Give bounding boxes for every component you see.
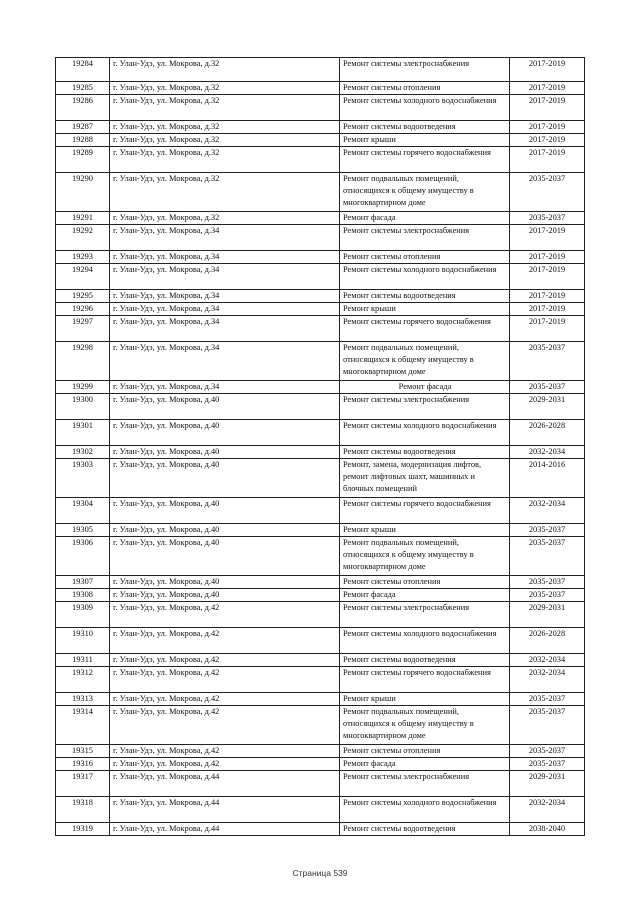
address-cell: г. Улан-Удэ, ул. Мокрова, д.42: [110, 706, 340, 745]
table-row: [56, 290, 585, 303]
work-type-cell: Ремонт фасада: [340, 758, 510, 771]
work-type-cell: Ремонт системы отопления: [340, 745, 510, 758]
table-row: [56, 58, 585, 82]
work-type-cell: Ремонт подвальных помещений, относящихся к общему имуществу в многоквартирном доме: [340, 342, 510, 381]
row-number-cell: 19295: [56, 290, 110, 303]
address-cell: г. Улан-Удэ, ул. Мокрова, д.34: [110, 316, 340, 342]
period-cell: 2017-2019: [510, 134, 585, 147]
address-cell: г. Улан-Удэ, ул. Мокрова, д.32: [110, 95, 340, 121]
row-number-cell: 19288: [56, 134, 110, 147]
work-type-cell: Ремонт системы холодного водоснабжения: [340, 628, 510, 654]
table-row: [56, 134, 585, 147]
address-cell: г. Улан-Удэ, ул. Мокрова, д.32: [110, 82, 340, 95]
period-cell: 2035-2037: [510, 576, 585, 589]
period-cell: 2035-2037: [510, 745, 585, 758]
address-cell: г. Улан-Удэ, ул. Мокрова, д.40: [110, 498, 340, 524]
period-cell: 2017-2019: [510, 82, 585, 95]
row-number-cell: 19312: [56, 667, 110, 693]
row-number-cell: 19290: [56, 173, 110, 212]
period-cell: 2026-2028: [510, 420, 585, 446]
period-cell: 2032-2034: [510, 446, 585, 459]
row-number-cell: 19304: [56, 498, 110, 524]
work-type-cell: Ремонт системы электроснабжения: [340, 771, 510, 797]
row-number-cell: 19306: [56, 537, 110, 576]
period-cell: 2035-2037: [510, 537, 585, 576]
row-number-cell: 19296: [56, 303, 110, 316]
work-type-cell: Ремонт системы электроснабжения: [340, 58, 510, 82]
address-cell: г. Улан-Удэ, ул. Мокрова, д.34: [110, 342, 340, 381]
work-schedule-table: [55, 57, 585, 836]
table-row: [56, 459, 585, 498]
address-cell: г. Улан-Удэ, ул. Мокрова, д.42: [110, 745, 340, 758]
row-number-cell: 19313: [56, 693, 110, 706]
period-cell: 2017-2019: [510, 147, 585, 173]
row-number-cell: 19291: [56, 212, 110, 225]
row-number-cell: 19297: [56, 316, 110, 342]
work-type-cell: Ремонт, замена, модернизация лифтов, ремонт лифтовых шахт, машинных и блочных помещений: [340, 459, 510, 498]
address-cell: г. Улан-Удэ, ул. Мокрова, д.42: [110, 654, 340, 667]
table-row: [56, 576, 585, 589]
table-row: [56, 706, 585, 745]
work-type-cell: Ремонт системы водоотведения: [340, 823, 510, 836]
period-cell: 2038-2040: [510, 823, 585, 836]
address-cell: г. Улан-Удэ, ул. Мокрова, д.32: [110, 173, 340, 212]
period-cell: 2035-2037: [510, 758, 585, 771]
address-cell: г. Улан-Удэ, ул. Мокрова, д.40: [110, 537, 340, 576]
work-type-cell: Ремонт системы холодного водоснабжения: [340, 420, 510, 446]
row-number-cell: 19319: [56, 823, 110, 836]
work-type-cell: Ремонт крыши: [340, 524, 510, 537]
address-cell: г. Улан-Удэ, ул. Мокрова, д.40: [110, 576, 340, 589]
work-type-cell: Ремонт системы горячего водоснабжения: [340, 667, 510, 693]
row-number-cell: 19318: [56, 797, 110, 823]
work-type-cell: Ремонт системы холодного водоснабжения: [340, 95, 510, 121]
address-cell: г. Улан-Удэ, ул. Мокрова, д.40: [110, 589, 340, 602]
address-cell: г. Улан-Удэ, ул. Мокрова, д.32: [110, 147, 340, 173]
address-cell: г. Улан-Удэ, ул. Мокрова, д.32: [110, 212, 340, 225]
table-row: [56, 225, 585, 251]
row-number-cell: 19311: [56, 654, 110, 667]
address-cell: г. Улан-Удэ, ул. Мокрова, д.42: [110, 758, 340, 771]
period-cell: 2017-2019: [510, 58, 585, 82]
work-type-cell: Ремонт системы холодного водоснабжения: [340, 797, 510, 823]
work-type-cell: Ремонт системы отопления: [340, 251, 510, 264]
row-number-cell: 19302: [56, 446, 110, 459]
row-number-cell: 19317: [56, 771, 110, 797]
period-cell: 2032-2034: [510, 654, 585, 667]
address-cell: г. Улан-Удэ, ул. Мокрова, д.40: [110, 524, 340, 537]
address-cell: г. Улан-Удэ, ул. Мокрова, д.40: [110, 420, 340, 446]
table-row: [56, 589, 585, 602]
row-number-cell: 19292: [56, 225, 110, 251]
period-cell: 2035-2037: [510, 381, 585, 394]
period-cell: 2014-2016: [510, 459, 585, 498]
period-cell: 2017-2019: [510, 95, 585, 121]
work-type-cell: Ремонт системы горячего водоснабжения: [340, 316, 510, 342]
row-number-cell: 19287: [56, 121, 110, 134]
period-cell: 2017-2019: [510, 251, 585, 264]
row-number-cell: 19308: [56, 589, 110, 602]
address-cell: г. Улан-Удэ, ул. Мокрова, д.34: [110, 290, 340, 303]
table-row: [56, 758, 585, 771]
table-row: [56, 602, 585, 628]
row-number-cell: 19315: [56, 745, 110, 758]
work-type-cell: Ремонт системы электроснабжения: [340, 394, 510, 420]
table-row: [56, 693, 585, 706]
address-cell: г. Улан-Удэ, ул. Мокрова, д.42: [110, 693, 340, 706]
table-row: [56, 394, 585, 420]
period-cell: 2035-2037: [510, 706, 585, 745]
table-row: [56, 173, 585, 212]
table-row: [56, 264, 585, 290]
address-cell: г. Улан-Удэ, ул. Мокрова, д.44: [110, 771, 340, 797]
period-cell: 2029-2031: [510, 394, 585, 420]
row-number-cell: 19289: [56, 147, 110, 173]
work-type-cell: Ремонт системы холодного водоснабжения: [340, 264, 510, 290]
work-type-cell: Ремонт крыши: [340, 693, 510, 706]
row-number-cell: 19301: [56, 420, 110, 446]
work-type-cell: Ремонт системы водоотведения: [340, 654, 510, 667]
address-cell: г. Улан-Удэ, ул. Мокрова, д.34: [110, 225, 340, 251]
address-cell: г. Улан-Удэ, ул. Мокрова, д.34: [110, 264, 340, 290]
row-number-cell: 19298: [56, 342, 110, 381]
work-type-cell: Ремонт системы отопления: [340, 82, 510, 95]
table-row: [56, 745, 585, 758]
table-row: [56, 654, 585, 667]
work-type-cell: Ремонт фасада: [340, 212, 510, 225]
address-cell: г. Улан-Удэ, ул. Мокрова, д.32: [110, 121, 340, 134]
row-number-cell: 19293: [56, 251, 110, 264]
page-number: Страница 539: [292, 868, 348, 878]
table-row: [56, 771, 585, 797]
work-type-cell: Ремонт системы водоотведения: [340, 290, 510, 303]
period-cell: 2035-2037: [510, 212, 585, 225]
period-cell: 2032-2034: [510, 498, 585, 524]
table-row: [56, 420, 585, 446]
table-row: [56, 95, 585, 121]
table-row: [56, 446, 585, 459]
work-type-cell: Ремонт системы отопления: [340, 576, 510, 589]
address-cell: г. Улан-Удэ, ул. Мокрова, д.42: [110, 667, 340, 693]
table-row: [56, 381, 585, 394]
table-row: [56, 628, 585, 654]
address-cell: г. Улан-Удэ, ул. Мокрова, д.44: [110, 823, 340, 836]
table-row: [56, 342, 585, 381]
period-cell: 2026-2028: [510, 628, 585, 654]
period-cell: 2017-2019: [510, 121, 585, 134]
period-cell: 2029-2031: [510, 771, 585, 797]
work-type-cell: Ремонт крыши: [340, 303, 510, 316]
work-type-cell: Ремонт подвальных помещений, относящихся к общему имуществу в многоквартирном доме: [340, 173, 510, 212]
work-type-cell: Ремонт системы водоотведения: [340, 446, 510, 459]
address-cell: г. Улан-Удэ, ул. Мокрова, д.42: [110, 628, 340, 654]
table-row: [56, 537, 585, 576]
work-type-cell: Ремонт подвальных помещений, относящихся к общему имуществу в многоквартирном доме: [340, 706, 510, 745]
row-number-cell: 19307: [56, 576, 110, 589]
period-cell: 2017-2019: [510, 303, 585, 316]
table-row: [56, 316, 585, 342]
work-type-cell: Ремонт фасада: [340, 589, 510, 602]
table-row: [56, 498, 585, 524]
row-number-cell: 19305: [56, 524, 110, 537]
work-type-cell: Ремонт крыши: [340, 134, 510, 147]
row-number-cell: 19284: [56, 58, 110, 82]
period-cell: 2017-2019: [510, 264, 585, 290]
work-type-cell: Ремонт фасада: [340, 381, 510, 394]
row-number-cell: 19316: [56, 758, 110, 771]
address-cell: г. Улан-Удэ, ул. Мокрова, д.44: [110, 797, 340, 823]
row-number-cell: 19314: [56, 706, 110, 745]
address-cell: г. Улан-Удэ, ул. Мокрова, д.40: [110, 446, 340, 459]
period-cell: 2035-2037: [510, 173, 585, 212]
address-cell: г. Улан-Удэ, ул. Мокрова, д.34: [110, 303, 340, 316]
table-row: [56, 524, 585, 537]
row-number-cell: 19309: [56, 602, 110, 628]
table-row: [56, 82, 585, 95]
period-cell: 2035-2037: [510, 693, 585, 706]
row-number-cell: 19285: [56, 82, 110, 95]
work-type-cell: Ремонт системы водоотведения: [340, 121, 510, 134]
address-cell: г. Улан-Удэ, ул. Мокрова, д.40: [110, 459, 340, 498]
address-cell: г. Улан-Удэ, ул. Мокрова, д.32: [110, 58, 340, 82]
row-number-cell: 19294: [56, 264, 110, 290]
table-row: [56, 797, 585, 823]
row-number-cell: 19303: [56, 459, 110, 498]
work-type-cell: Ремонт подвальных помещений, относящихся к общему имуществу в многоквартирном доме: [340, 537, 510, 576]
work-type-cell: Ремонт системы электроснабжения: [340, 602, 510, 628]
work-type-cell: Ремонт системы горячего водоснабжения: [340, 498, 510, 524]
work-type-cell: Ремонт системы электроснабжения: [340, 225, 510, 251]
row-number-cell: 19286: [56, 95, 110, 121]
period-cell: 2032-2034: [510, 797, 585, 823]
work-type-cell: Ремонт системы горячего водоснабжения: [340, 147, 510, 173]
address-cell: г. Улан-Удэ, ул. Мокрова, д.42: [110, 602, 340, 628]
period-cell: 2017-2019: [510, 290, 585, 303]
address-cell: г. Улан-Удэ, ул. Мокрова, д.40: [110, 394, 340, 420]
period-cell: 2035-2037: [510, 342, 585, 381]
table-row: [56, 303, 585, 316]
period-cell: 2035-2037: [510, 589, 585, 602]
address-cell: г. Улан-Удэ, ул. Мокрова, д.34: [110, 251, 340, 264]
table-body: [56, 58, 585, 836]
table-row: [56, 251, 585, 264]
table-row: [56, 121, 585, 134]
row-number-cell: 19300: [56, 394, 110, 420]
table-row: [56, 212, 585, 225]
row-number-cell: 19310: [56, 628, 110, 654]
period-cell: 2035-2037: [510, 524, 585, 537]
period-cell: 2017-2019: [510, 316, 585, 342]
row-number-cell: 19299: [56, 381, 110, 394]
period-cell: 2029-2031: [510, 602, 585, 628]
table-row: [56, 823, 585, 836]
period-cell: 2017-2019: [510, 225, 585, 251]
address-cell: г. Улан-Удэ, ул. Мокрова, д.32: [110, 134, 340, 147]
period-cell: 2032-2034: [510, 667, 585, 693]
table-row: [56, 667, 585, 693]
table-row: [56, 147, 585, 173]
address-cell: г. Улан-Удэ, ул. Мокрова, д.34: [110, 381, 340, 394]
